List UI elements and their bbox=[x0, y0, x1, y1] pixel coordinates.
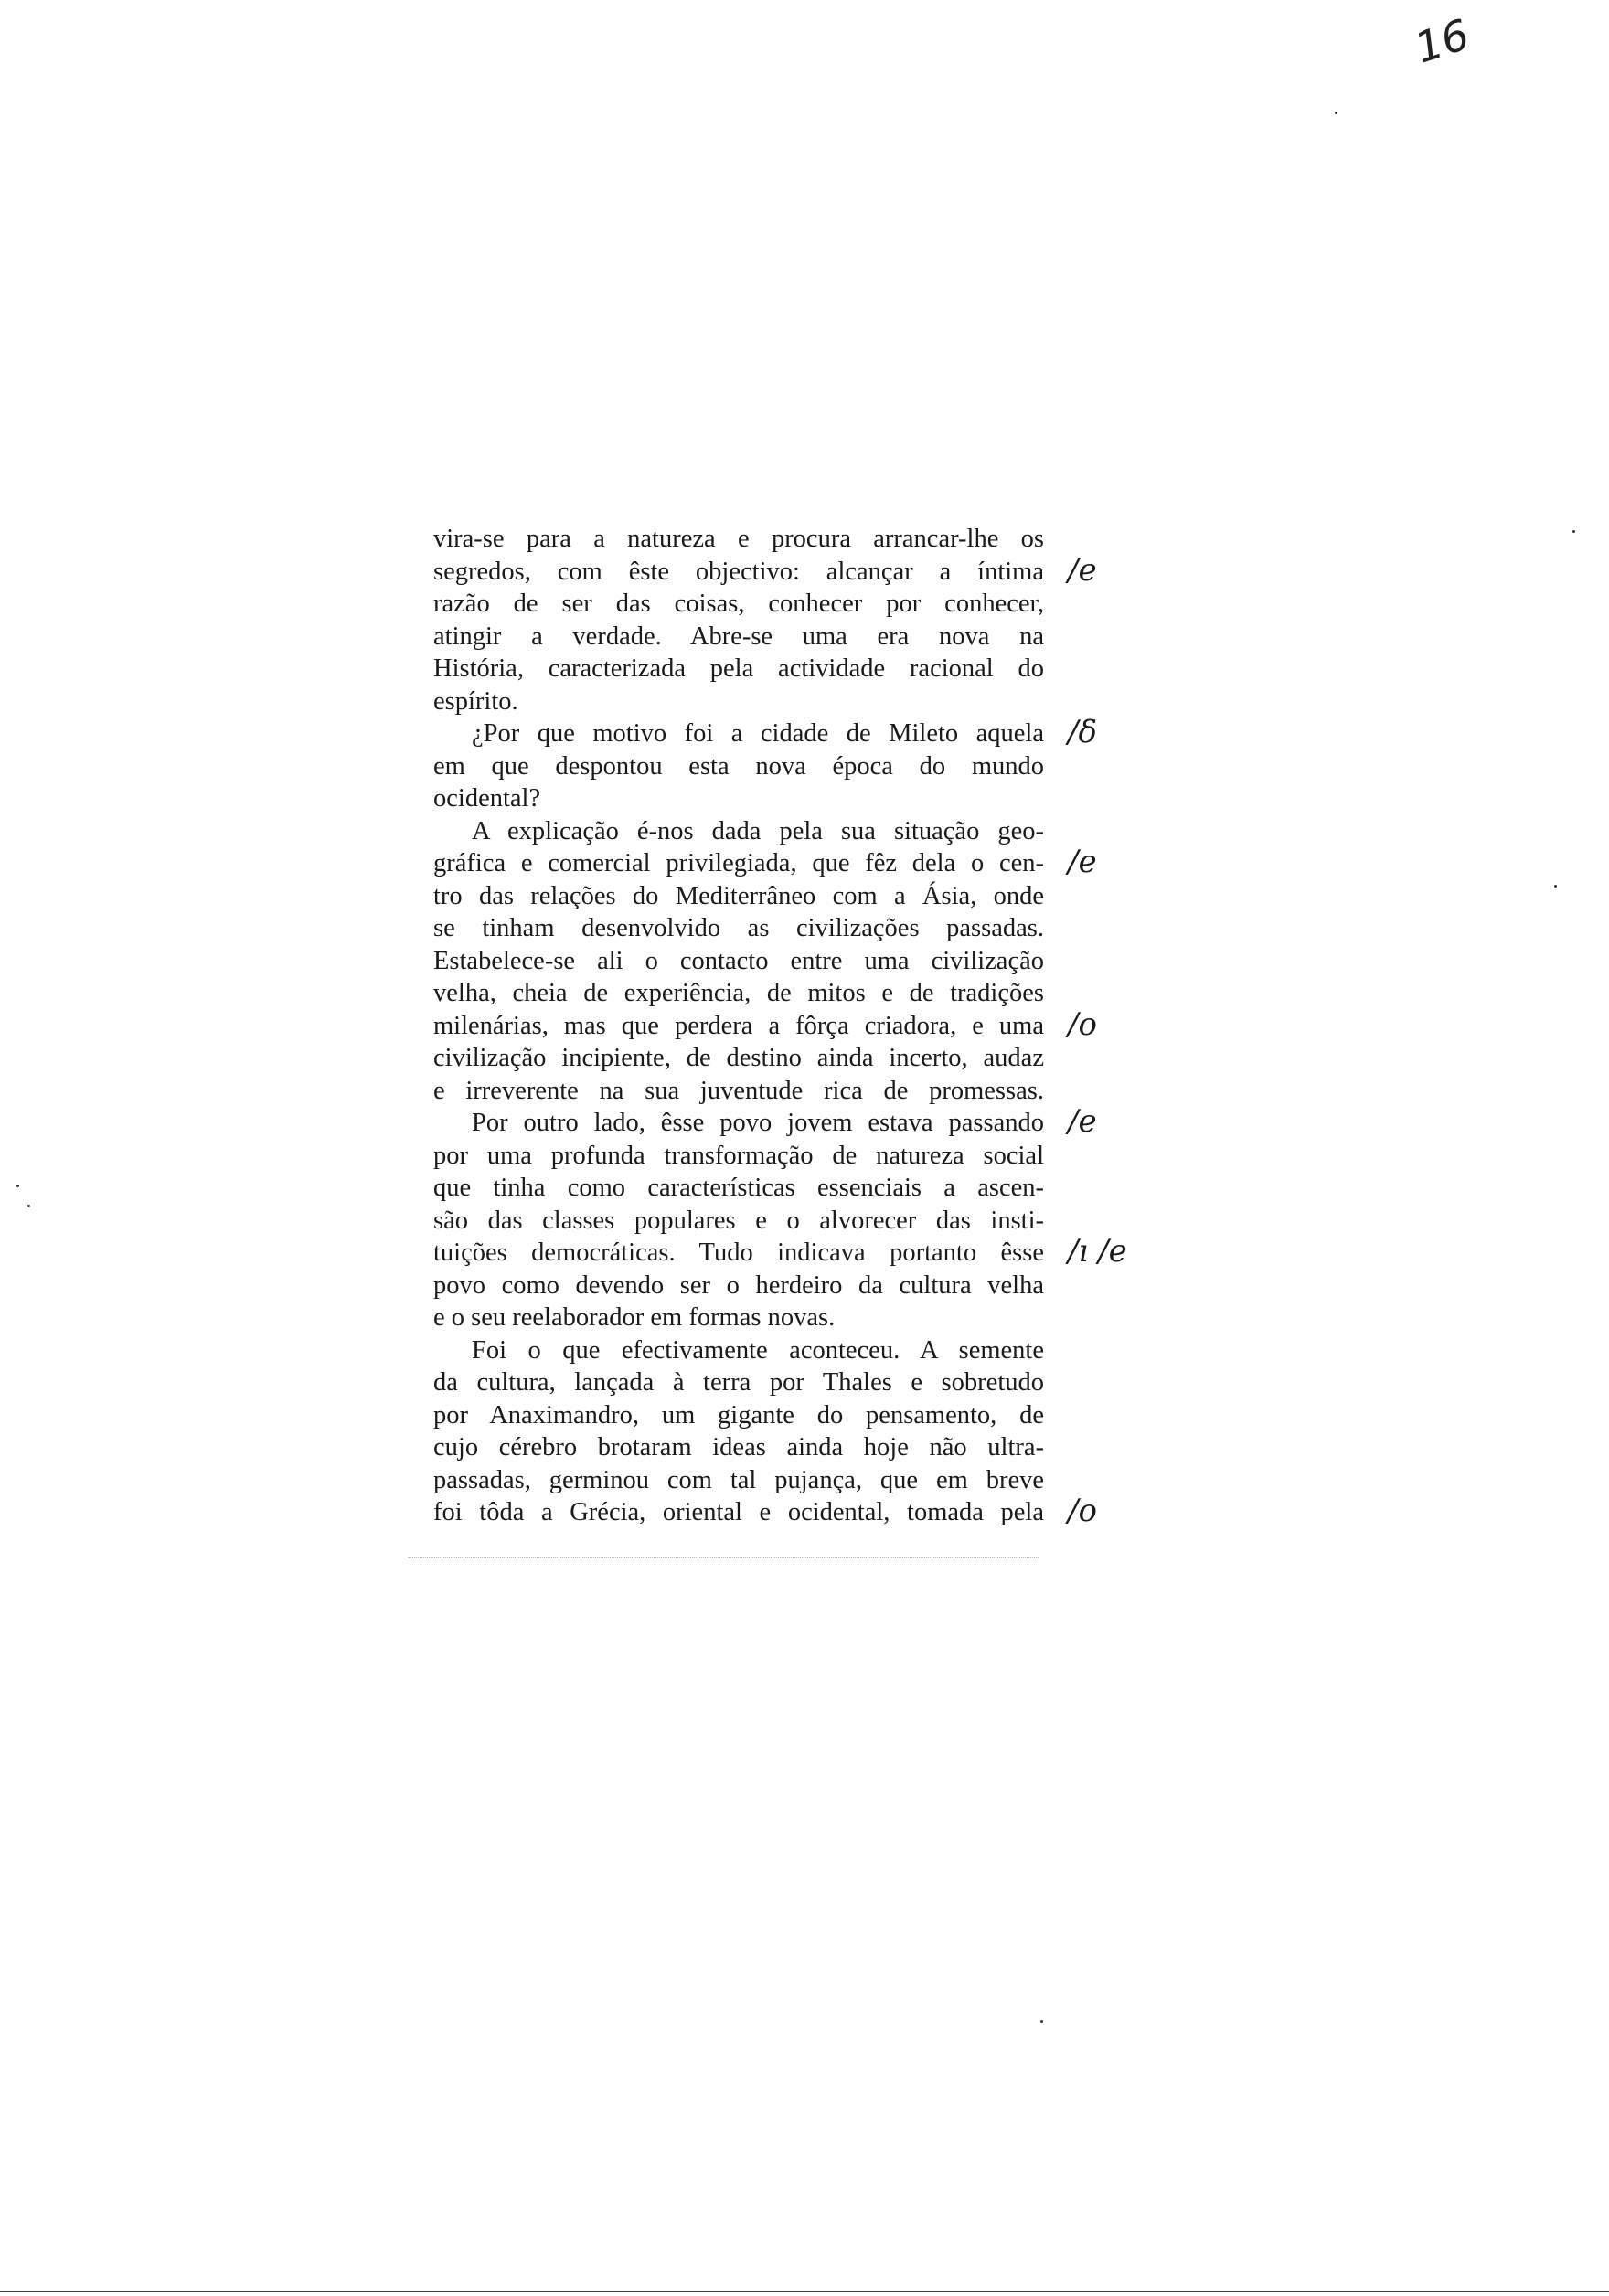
text-line: ¿Por que motivo foi a cidade de Mileto aquela bbox=[472, 719, 1044, 748]
text-line: atingir a verdade. Abre-se uma era nova na bbox=[433, 622, 1044, 651]
text-line: passadas, germinou com tal pujança, que em breve bbox=[433, 1465, 1044, 1494]
text-line: que tinha como características essenciais a ascen- bbox=[433, 1174, 1044, 1202]
text-line: povo como devendo ser o herdeiro da cultura velha bbox=[433, 1270, 1044, 1300]
text-line: civilização incipiente, de destino ainda incerto, audaz bbox=[433, 1044, 1044, 1072]
body-text-column bbox=[433, 523, 1044, 1529]
text-line: e irreverente na sua juventude rica de promessas. bbox=[433, 1076, 1044, 1105]
text-line: espírito. bbox=[433, 686, 518, 716]
page-corner-mark: 16 bbox=[1409, 9, 1476, 73]
text-line: e o seu reelaborador em formas novas. bbox=[433, 1303, 836, 1332]
bottom-dotted-rule bbox=[408, 1557, 1039, 1558]
text-line: Por outro lado, êsse povo jovem estava passando bbox=[472, 1109, 1044, 1137]
scan-edge-rule bbox=[0, 2291, 1609, 2292]
text-line: tuições democráticas. Tudo indicava portanto êsse bbox=[433, 1238, 1044, 1267]
text-line: por uma profunda transformação de natureza social bbox=[433, 1141, 1044, 1170]
text-line: se tinham desenvolvido as civilizações passadas. bbox=[433, 914, 1044, 942]
scan-speck bbox=[27, 1205, 30, 1207]
scan-speck bbox=[16, 1185, 19, 1187]
scan-speck bbox=[1554, 885, 1557, 888]
text-line: Estabelece-se ali o contacto entre uma civilização bbox=[433, 946, 1044, 975]
margin-proof-mark: /e bbox=[1068, 1103, 1097, 1140]
margin-proof-mark: /e bbox=[1068, 551, 1097, 589]
text-line: em que despontou esta nova época do mundo bbox=[433, 751, 1044, 781]
text-line: cujo cérebro brotaram ideas ainda hoje não ultra- bbox=[433, 1433, 1044, 1462]
text-line: gráfica e comercial privilegiada, que fêz dela o cen- bbox=[433, 849, 1044, 877]
scan-speck bbox=[1572, 530, 1575, 533]
text-line: foi tôda a Grécia, oriental e ocidental, tomada pela bbox=[433, 1498, 1044, 1526]
text-line: velha, cheia de experiência, de mitos e de tradições bbox=[433, 979, 1044, 1007]
scan-speck bbox=[1335, 112, 1337, 114]
text-line: por Anaximandro, um gigante do pensamento, de bbox=[433, 1400, 1044, 1430]
margin-proof-mark: /ı /e bbox=[1068, 1233, 1127, 1270]
text-line: segredos, com êste objectivo: alcançar a íntima bbox=[433, 557, 1044, 586]
margin-proof-mark: /o bbox=[1068, 1005, 1097, 1043]
text-line: da cultura, lançada à terra por Thales e sobretudo bbox=[433, 1368, 1044, 1397]
margin-proof-mark: /e bbox=[1068, 844, 1097, 880]
text-line: vira-se para a natureza e procura arrancar-lhe os bbox=[433, 525, 1044, 553]
margin-proof-mark: /δ bbox=[1068, 714, 1097, 750]
margin-proof-mark: /o bbox=[1068, 1493, 1097, 1529]
text-line: Foi o que efectivamente aconteceu. A semente bbox=[472, 1335, 1044, 1365]
text-line: são das classes populares e o alvorecer das insti- bbox=[433, 1206, 1044, 1235]
text-line: A explicação é-nos dada pela sua situação geo- bbox=[472, 816, 1044, 845]
scan-speck bbox=[1040, 2020, 1043, 2023]
text-line: ocidental? bbox=[433, 784, 541, 813]
text-line: milenárias, mas que perdera a fôrça criadora, e uma bbox=[433, 1011, 1044, 1040]
text-line: História, caracterizada pela actividade racional do bbox=[433, 654, 1044, 683]
text-line: tro das relações do Mediterrâneo com a Ásia, onde bbox=[433, 881, 1044, 910]
text-line: razão de ser das coisas, conhecer por conhecer, bbox=[433, 590, 1044, 618]
